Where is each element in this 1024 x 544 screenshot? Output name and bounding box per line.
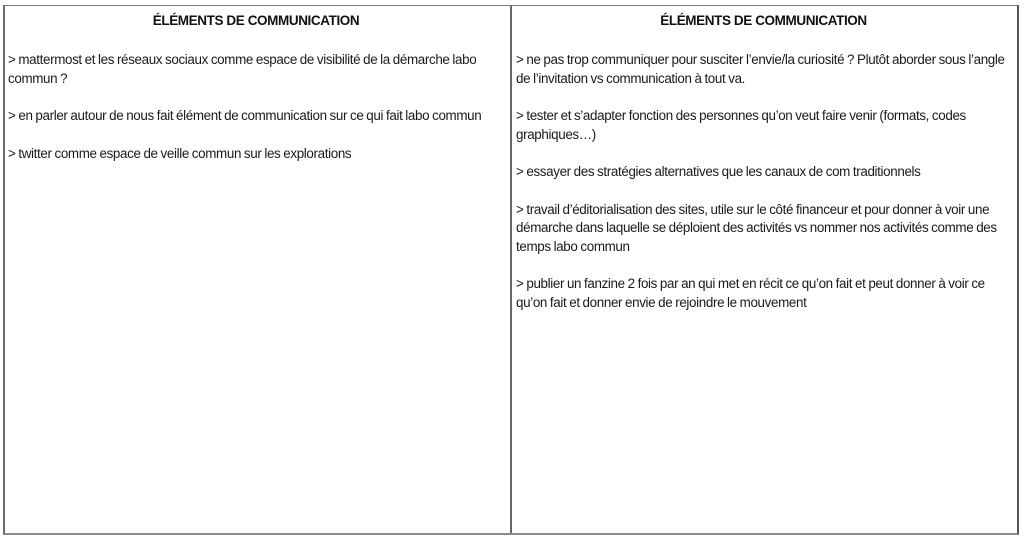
list-item: > mattermost et les réseaux sociaux comme espace de visibilité de la démarche labo commun ?: [8, 52, 477, 86]
list-item: > tester et s’adapter fonction des personnes qu’on veut faire venir (formats, codes graphiques…): [516, 108, 966, 142]
list-item: > travail d’éditorialisation des sites, utile sur le côté financeur et pour donner à voir une démarche dans laquelle se déploient des activités vs nommer nos activités comme des temps labo commun: [516, 201, 997, 254]
list-item: > en parler autour de nous fait élément de communication sur ce qui fait labo commun: [8, 108, 482, 123]
list-item: > publier un fanzine 2 fois par an qui met en récit ce qu’on fait et peut donner à voir ce qu’on fait et donner envie de rejoindre le mouvement: [516, 276, 985, 310]
column-right: [512, 6, 1017, 533]
column-left-header: ÉLÉMENTS DE COMMUNICATION: [152, 13, 360, 28]
column-right-header: ÉLÉMENTS DE COMMUNICATION: [660, 13, 867, 28]
list-item: > ne pas trop communiquer pour susciter l’envie/la curiosité ? Plutôt aborder sous l’angle de l’invitation vs communication à tout va.: [516, 52, 1005, 86]
communication-table: [3, 5, 1019, 535]
column-left: [5, 6, 512, 533]
list-item: > twitter comme espace de veille commun sur les explorations: [8, 145, 352, 161]
list-item: > essayer des stratégies alternatives que les canaux de com traditionnels: [516, 164, 921, 179]
